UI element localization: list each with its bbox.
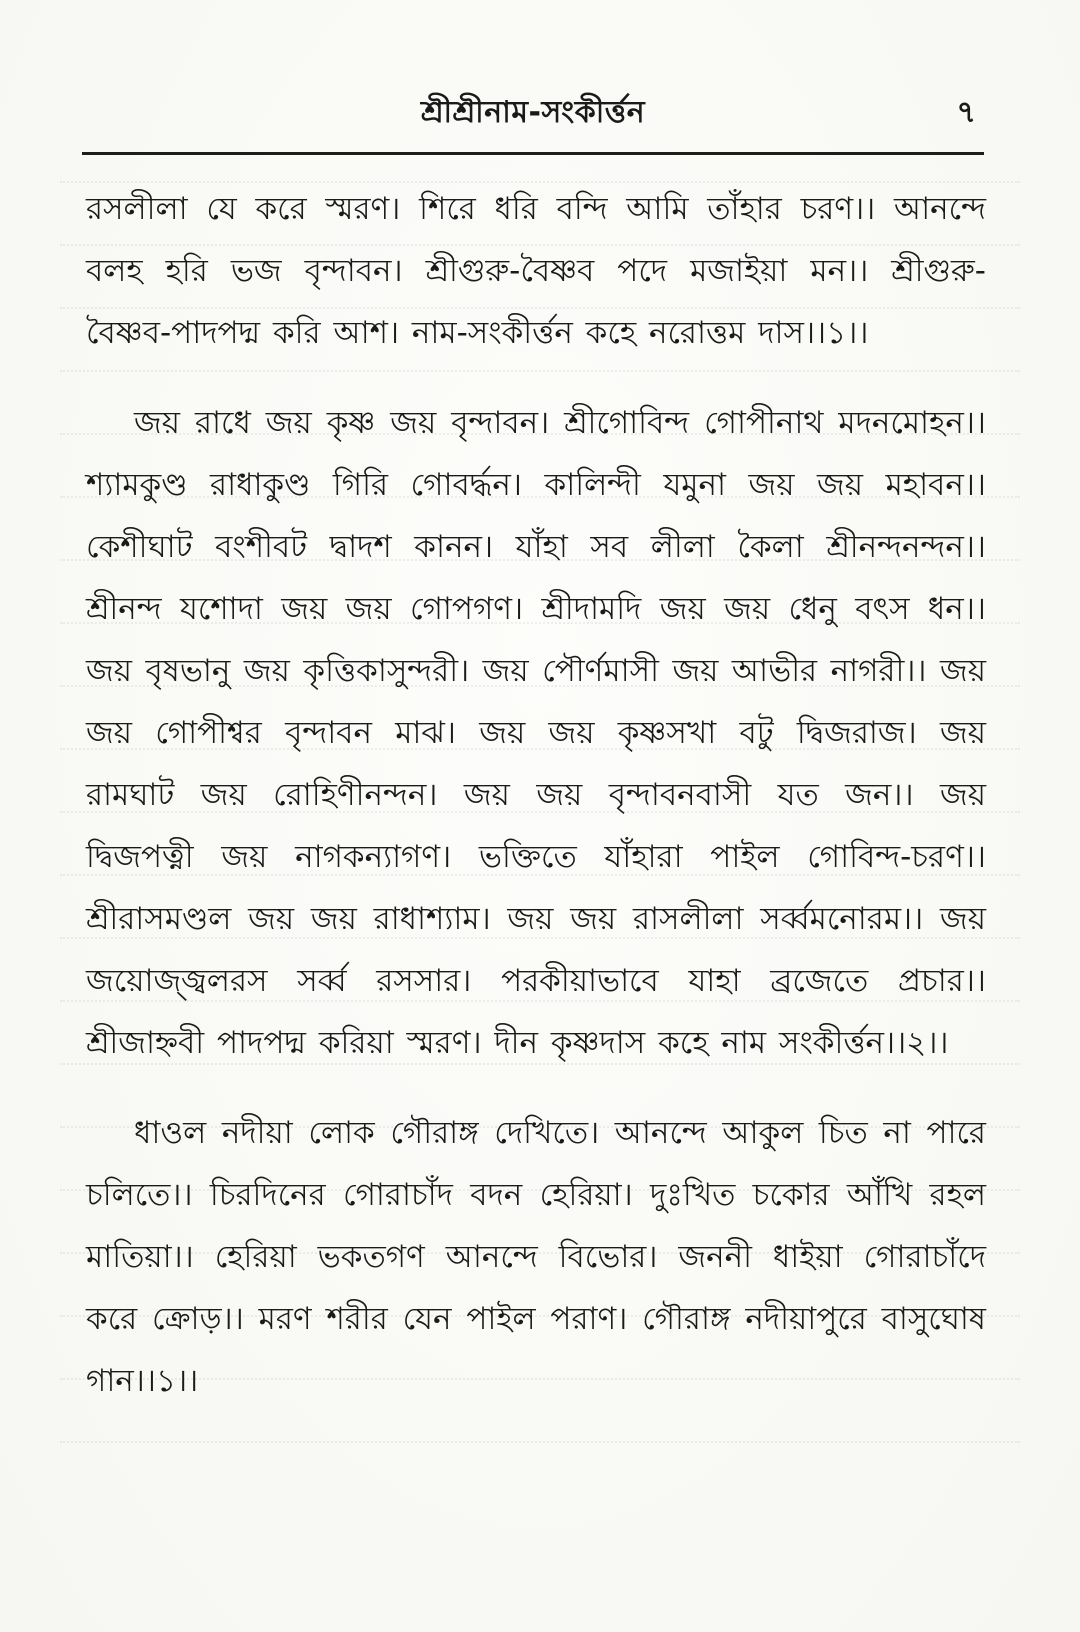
- body-text: [86, 178, 986, 1440]
- paragraph-1: রসলীলা যে করে স্মরণ। শিরে ধরি বন্দি আমি তাঁহার চরণ।। আনন্দে বলহ হরি ভজ বৃন্দাবন। শ্রীগুরু-বৈষ্ণব পদে মজাইয়া মন।। শ্রীগুরু-বৈষ্ণব-পাদপদ্ম করি আশ। নাম-সংকীর্ত্তন কহে নরোত্তম দাস।।১।।: [86, 191, 986, 351]
- header-rule: [82, 152, 984, 155]
- page-title: শ্রীশ্রীনাম-সংকীর্ত্তন: [420, 95, 646, 130]
- paragraph-2: জয় রাধে জয় কৃষ্ণ জয় বৃন্দাবন। শ্রীগোবিন্দ গোপীনাথ মদনমোহন।। শ্যামকুণ্ড রাধাকুণ্ড গিরি গোবর্দ্ধন। কালিন্দী যমুনা জয় জয় মহাবন।। কেশীঘাট বংশীবট দ্বাদশ কানন। যাঁহা সব লীলা কৈলা শ্রীনন্দনন্দন।। শ্রীনন্দ যশোদা জয় জয় গোপগণ। শ্রীদামদি জয় জয় ধেনু বৎস ধন।। জয় বৃষভানু জয় কৃত্তিকাসুন্দরী। জয় পৌর্ণমাসী জয় আভীর নাগরী।। জয় জয় গোপীশ্বর বৃন্দাবন মাঝ। জয় জয় কৃষ্ণসখা বটু দ্বিজরাজ। জয় রামঘাট জয় রোহিণীনন্দন। জয় জয় বৃন্দাবনবাসী যত জন।। জয় দ্বিজপত্নী জয় নাগকন্যাগণ। ভক্তিতে যাঁহারা পাইল গোবিন্দ-চরণ।। শ্রীরাসমণ্ডল জয় জয় রাধাশ্যাম। জয় জয় রাসলীলা সর্ব্বমনোরম।। জয় জয়োজ্জ্বলরস সর্ব্ব রসসার। পরকীয়াভাবে যাহা ব্রজেতে প্রচার।। শ্রীজাহ্নবী পাদপদ্ম করিয়া স্মরণ। দীন কৃষ্ণদাস কহে নাম সংকীর্ত্তন।।২।।: [86, 405, 986, 1061]
- page-number: ৭: [956, 95, 976, 130]
- running-header: [82, 88, 984, 138]
- paragraph-3: ধাওল নদীয়া লোক গৌরাঙ্গ দেখিতে। আনন্দে আকুল চিত না পারে চলিতে।। চিরদিনের গোরাচাঁদ বদন হেরিয়া। দুঃখিত চকোর আঁখি রহল মাতিয়া।। হেরিয়া ভকতগণ আনন্দে বিভোর। জননী ধাইয়া গোরাচাঁদে করে ক্রোড়।। মরণ শরীর যেন পাইল পরাণ। গৌরাঙ্গ নদীয়াপুরে বাসুঘোষ গান।।১।।: [86, 1115, 986, 1399]
